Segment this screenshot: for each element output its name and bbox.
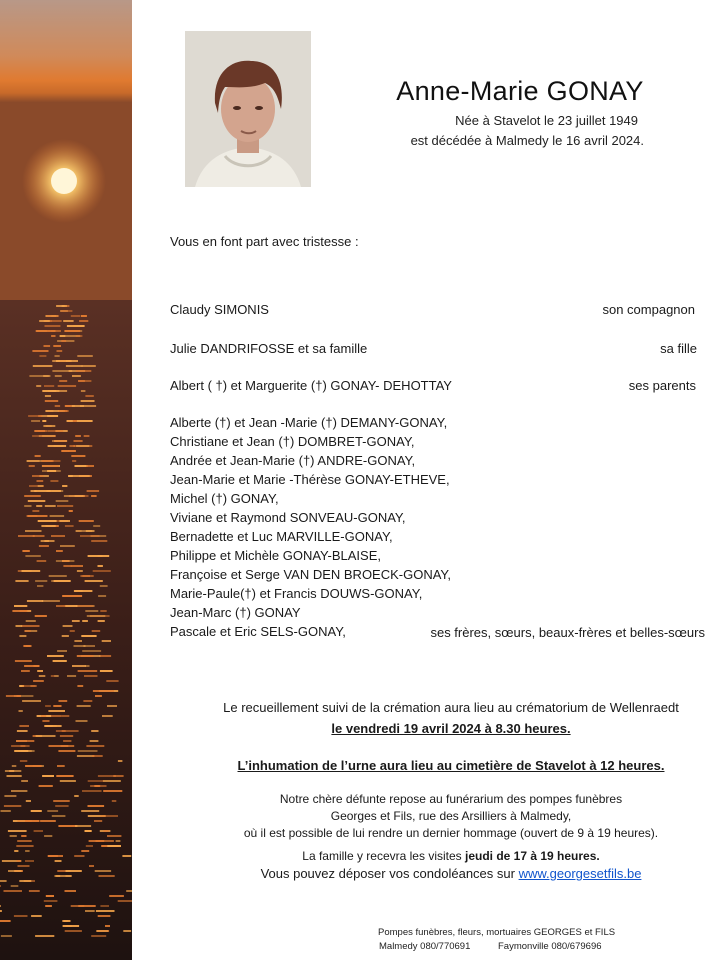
sibling-line: Françoise et Serge VAN DEN BROECK-GONAY, bbox=[170, 567, 452, 582]
deceased-name: Anne-Marie GONAY bbox=[396, 76, 644, 106]
inhumation-line: L’inhumation de l’urne aura lieu au cimetière de Stavelot à 12 heures. bbox=[237, 758, 665, 773]
condolences-line bbox=[180, 866, 722, 881]
family-member-name: Claudy SIMONIS bbox=[170, 302, 269, 317]
sibling-line: Michel (†) GONAY, bbox=[170, 491, 279, 506]
repose-line: Notre chère défunte repose au funérarium des pompes funèbres bbox=[279, 792, 623, 806]
sunset-sidebar-image bbox=[0, 0, 132, 960]
footer-company: Pompes funèbres, fleurs, mortuaires GEORGES et FILS bbox=[378, 927, 616, 938]
repose-line: Georges et Fils, rue des Arsilliers à Malmedy, bbox=[330, 809, 572, 823]
sibling-line: Viviane et Raymond SONVEAU-GONAY, bbox=[170, 510, 406, 525]
ceremony-date: le vendredi 19 avril 2024 à 8.30 heures. bbox=[331, 721, 571, 736]
sibling-line: Marie-Paule(†) et Francis DOUWS-GONAY, bbox=[170, 586, 423, 601]
birth-line: Née à Stavelot le 23 juillet 1949 bbox=[455, 113, 638, 128]
family-member-relation: son compagnon bbox=[602, 302, 695, 317]
visits-when: jeudi de 17 à 19 heures. bbox=[465, 849, 600, 863]
siblings-relation: ses frères, sœurs, beaux-frères et belles-sœurs bbox=[430, 625, 705, 640]
sibling-line: Philippe et Michèle GONAY-BLAISE, bbox=[170, 548, 381, 563]
family-member-relation: ses parents bbox=[628, 378, 696, 393]
sibling-line: Pascale et Eric SELS-GONAY, bbox=[170, 624, 346, 639]
family-member-name: Albert ( †) et Marguerite (†) GONAY- DEHOTTAY bbox=[170, 378, 452, 393]
intro-text: Vous en font part avec tristesse : bbox=[170, 234, 359, 249]
sibling-line: Bernadette et Luc MARVILLE-GONAY, bbox=[170, 529, 393, 544]
sibling-line: Jean-Marie et Marie -Thérèse GONAY-ETHEVE, bbox=[170, 472, 450, 487]
sibling-line: Jean-Marc (†) GONAY bbox=[170, 605, 301, 620]
family-member-name: Julie DANDRIFOSSE et sa famille bbox=[170, 341, 368, 356]
sibling-line: Alberte (†) et Jean -Marie (†) DEMANY-GONAY, bbox=[170, 415, 448, 430]
death-line: est décédée à Malmedy le 16 avril 2024. bbox=[410, 133, 644, 148]
visits-prefix: La famille y recevra les visites bbox=[302, 849, 462, 863]
family-member-relation: sa fille bbox=[660, 341, 697, 356]
ceremony-line: Le recueillement suivi de la crémation aura lieu au crématorium de Wellenraedt bbox=[223, 700, 679, 715]
condolences-prefix: Vous pouvez déposer vos condoléances sur bbox=[260, 866, 515, 881]
repose-line: où il est possible de lui rendre un dernier hommage (ouvert de 9 à 19 heures). bbox=[243, 826, 659, 840]
portrait-photo bbox=[185, 31, 311, 187]
visits-line bbox=[180, 849, 722, 863]
footer-malmedy: Malmedy 080/770691 bbox=[379, 941, 471, 952]
condolences-link[interactable]: www.georgesetfils.be bbox=[518, 866, 642, 881]
footer-faymonville: Faymonville 080/679696 bbox=[498, 941, 602, 952]
sibling-line: Andrée et Jean-Marie (†) ANDRE-GONAY, bbox=[170, 453, 416, 468]
sibling-line: Christiane et Jean (†) DOMBRET-GONAY, bbox=[170, 434, 415, 449]
